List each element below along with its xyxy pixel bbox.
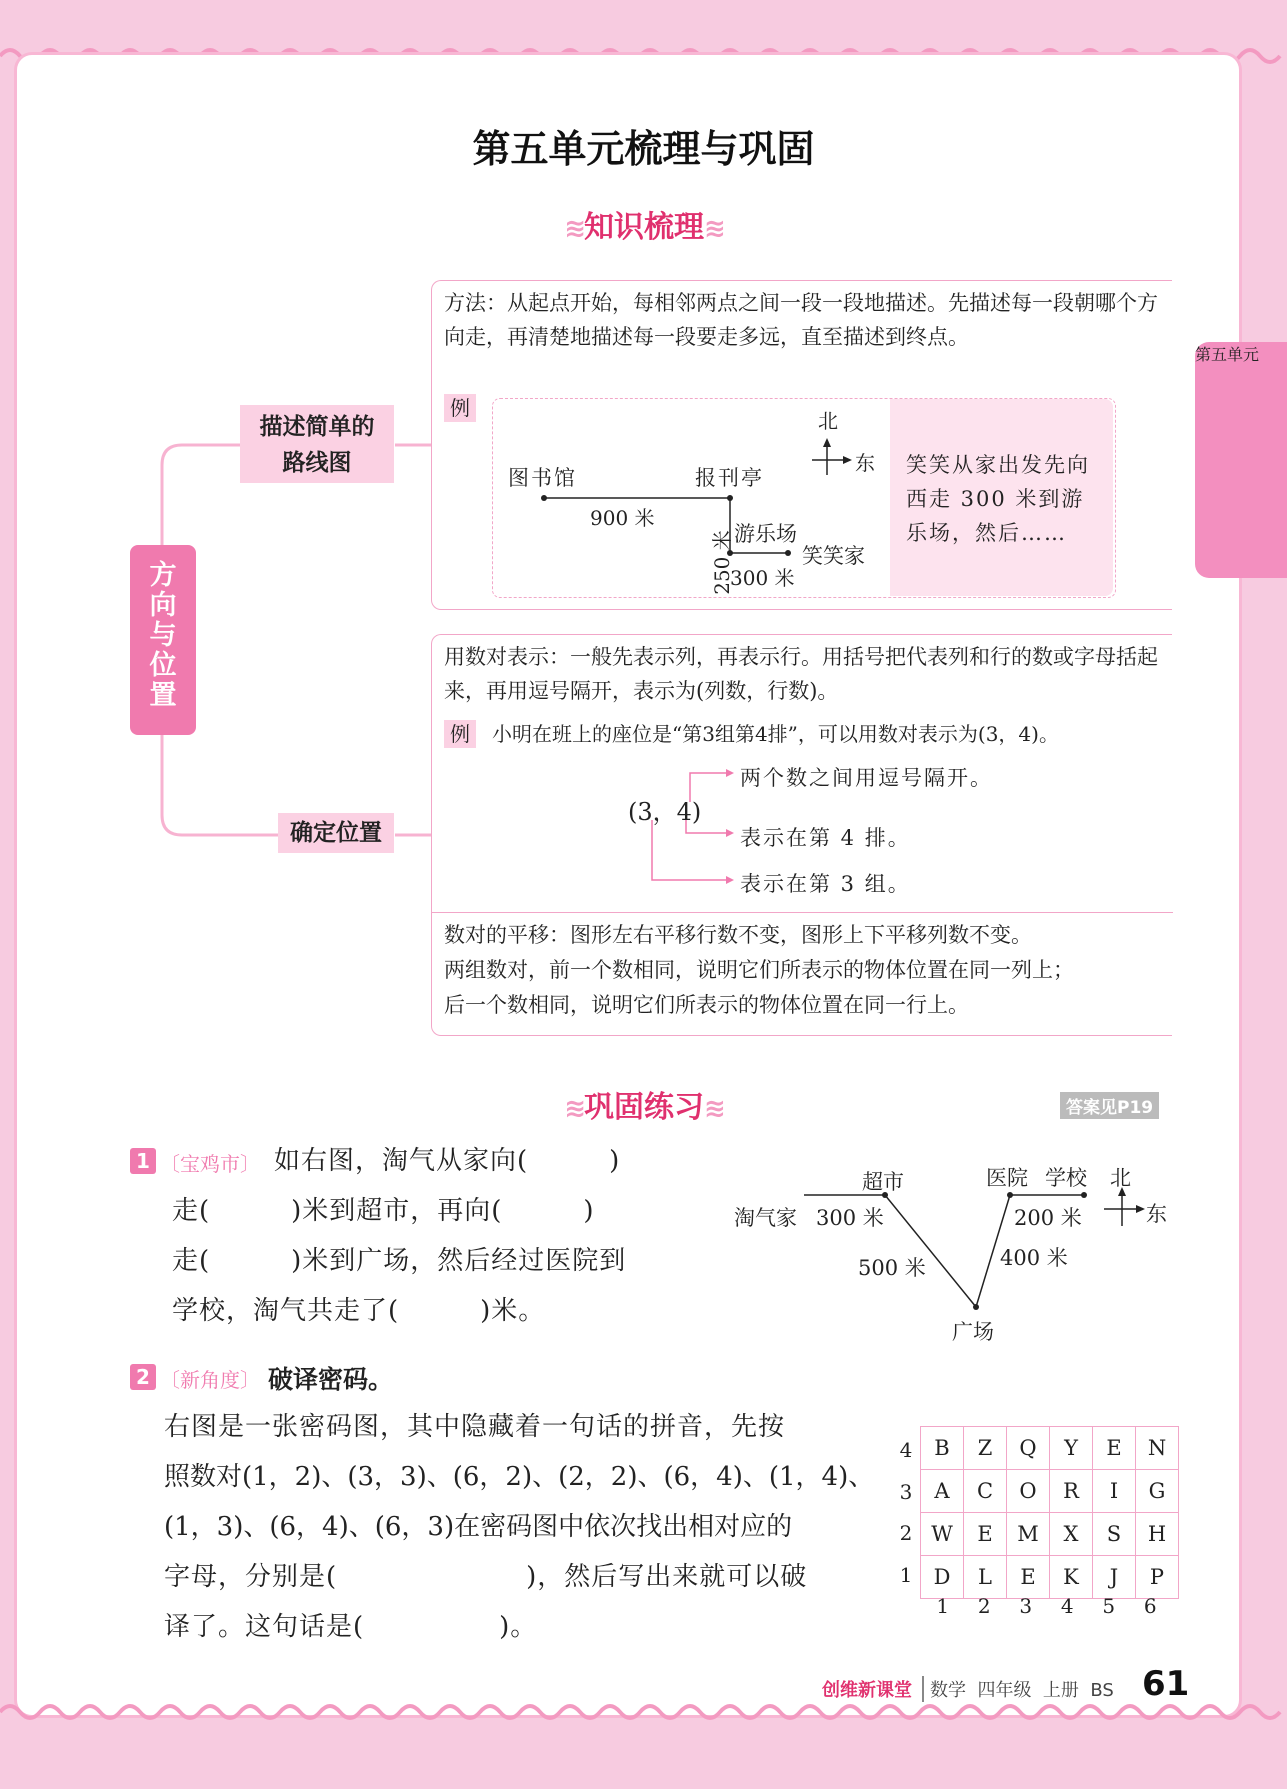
section-knowledge-header: ≋知识梳理≋	[564, 210, 724, 245]
route-park-label: 游乐场	[734, 522, 797, 546]
cipher-cell: M	[1007, 1513, 1050, 1556]
q2-tag: 〔新角度〕	[160, 1368, 260, 1392]
answer-reference: 答案见P19	[1060, 1092, 1159, 1119]
q1-map-d500: 500 米	[858, 1256, 926, 1280]
pair-rule-text: 用数对表示：一般先表示列，再表示行。用括号把代表列和行的数或字母括起来，再用逗号隔开，表示为(列数，行数)。	[444, 645, 1158, 703]
mindmap-node-route-label: 描述简单的路线图	[259, 414, 375, 476]
cipher-table	[920, 1426, 1179, 1599]
cipher-cell: D	[921, 1556, 964, 1599]
cipher-cell: B	[921, 1427, 964, 1470]
cipher-cell: S	[1093, 1513, 1136, 1556]
q1-map-east: 东	[1146, 1202, 1167, 1226]
cipher-cell: C	[964, 1470, 1007, 1513]
q1-map-home: 淘气家	[734, 1206, 797, 1230]
q1-line-1: 如右图，淘气从家向( )	[274, 1146, 621, 1176]
page-number: 61	[1142, 1664, 1190, 1704]
pair-note-comma: 两个数之间用逗号隔开。	[740, 766, 993, 790]
cipher-x-label: 6	[1143, 1594, 1157, 1618]
cipher-cell: K	[1050, 1556, 1093, 1599]
route-dist-300: 300 米	[730, 566, 795, 590]
q1-map-school: 学校	[1045, 1166, 1087, 1190]
section-practice-header: ≋巩固练习≋	[564, 1090, 724, 1125]
cipher-x-axis	[922, 1594, 1171, 1622]
bottom-wave-border	[0, 1700, 1287, 1724]
cipher-x-label: 2	[977, 1594, 991, 1618]
q1-map-market: 超市	[862, 1170, 904, 1194]
cipher-row	[921, 1427, 1179, 1470]
cipher-cell: X	[1050, 1513, 1093, 1556]
cipher-cell: Y	[1050, 1427, 1093, 1470]
q1-line-3: 走( )米到广场，然后经过医院到	[172, 1246, 627, 1276]
cipher-x-label: 3	[1019, 1594, 1033, 1618]
q2-line-3: (1，3)、(6，4)、(6，3)在密码图中依次找出相对应的	[164, 1512, 793, 1542]
q1-map-d200: 200 米	[1014, 1206, 1082, 1230]
footer-info: 数学 四年级 上册 BS	[922, 1676, 1114, 1702]
route-method-text: 方法：从起点开始，每相邻两点之间一段一段地描述。先描述每一段朝哪个方向走，再清楚地描述每一段要走多远，直至描述到终点。	[444, 291, 1158, 349]
mindmap-node-position: 确定位置	[278, 813, 394, 853]
cipher-cell: L	[964, 1556, 1007, 1599]
cipher-y-label: 4	[899, 1438, 913, 1462]
cipher-cell: I	[1093, 1470, 1136, 1513]
q1-number	[130, 1148, 156, 1174]
translate-line-2: 两组数对，前一个数相同，说明它们所表示的物体位置在同一列上；	[444, 958, 1074, 982]
translate-line-1: 数对的平移：图形左右平移行数不变，图形上下平移列数不变。	[444, 923, 1032, 947]
q1-number-badge: 1	[130, 1148, 156, 1174]
route-dist-250: 250 米	[709, 530, 734, 595]
pair-note-col: 表示在第 3 组。	[740, 872, 911, 896]
cipher-cell: G	[1136, 1470, 1179, 1513]
route-dist-900: 900 米	[590, 506, 655, 530]
mindmap-node-route	[240, 405, 394, 483]
cipher-cell: N	[1136, 1427, 1179, 1470]
pair-arrows	[640, 762, 740, 892]
cipher-x-label: 1	[936, 1594, 950, 1618]
section-practice-title: 巩固练习	[584, 1090, 704, 1125]
cipher-grid	[890, 1426, 1179, 1599]
cipher-y-label: 2	[899, 1521, 913, 1545]
cipher-y-label: 3	[899, 1479, 913, 1504]
q2-line-1: 右图是一张密码图，其中隐藏着一句话的拼音，先按	[164, 1412, 786, 1442]
cipher-cell: E	[1093, 1427, 1136, 1470]
cipher-cell: P	[1136, 1556, 1179, 1599]
q2-line-4: 字母，分别是( )，然后写出来就可以破	[164, 1562, 808, 1592]
q2-number	[130, 1364, 156, 1390]
cipher-cell: A	[921, 1470, 964, 1513]
pair-sample: (3，4)	[628, 798, 702, 826]
mindmap-root	[130, 545, 196, 735]
cipher-cell: H	[1136, 1513, 1179, 1556]
q1-map-north: 北	[1110, 1166, 1131, 1190]
q1-map-hospital: 医院	[986, 1166, 1028, 1190]
mindmap-root-label: 方向与位置	[149, 560, 177, 711]
q1-map-diagram	[730, 1160, 1170, 1340]
route-example-label: 例	[444, 394, 476, 422]
q2-title: 破译密码。	[268, 1365, 394, 1394]
q1-tag: 〔宝鸡市〕	[160, 1152, 260, 1176]
cipher-cell: E	[964, 1513, 1007, 1556]
cipher-x-label: 4	[1060, 1594, 1074, 1618]
q1-line-4: 学校，淘气共走了( )米。	[172, 1296, 546, 1326]
q2-line-5: 译了。这句话是( )。	[164, 1612, 538, 1642]
pair-example-label: 例	[444, 720, 476, 748]
q2-number-badge: 2	[130, 1364, 156, 1390]
route-library-label: 图书馆	[508, 466, 577, 490]
q1-map-d300: 300 米	[816, 1206, 884, 1230]
cipher-cell: R	[1050, 1470, 1093, 1513]
cipher-row	[921, 1513, 1179, 1556]
pair-note-row: 表示在第 4 排。	[740, 826, 911, 850]
cipher-y-axis	[894, 1430, 918, 1596]
cipher-cell: J	[1093, 1556, 1136, 1599]
q2-line-2: 照数对(1，2)、(3，3)、(6，2)、(2，2)、(6，4)、(1，4)、	[164, 1462, 875, 1492]
route-kiosk-label: 报刊亭	[695, 466, 764, 490]
footer-brand: 创维新课堂	[822, 1680, 912, 1701]
route-note: 笑笑从家出发先向西走 300 米到游乐场，然后……	[906, 453, 1090, 545]
cipher-cell: O	[1007, 1470, 1050, 1513]
route-east-label: 东	[855, 451, 875, 475]
page-title: 第五单元梳理与巩固	[472, 127, 815, 171]
route-north-label: 北	[818, 409, 838, 433]
panel-divider	[431, 912, 1173, 913]
q1-line-2: 走( )米到超市，再向( )	[172, 1196, 595, 1226]
cipher-row	[921, 1556, 1179, 1599]
cipher-cell: W	[921, 1513, 964, 1556]
cipher-row	[921, 1470, 1179, 1513]
translate-line-3: 后一个数相同，说明它们所表示的物体位置在同一行上。	[444, 993, 969, 1017]
q1-map-square: 广场	[952, 1320, 994, 1344]
route-home-label: 笑笑家	[802, 544, 865, 568]
cipher-cell: E	[1007, 1556, 1050, 1599]
cipher-cell: Z	[964, 1427, 1007, 1470]
unit-side-tab-label: 第五单元	[1195, 345, 1260, 364]
q1-map-d400: 400 米	[1000, 1246, 1068, 1270]
pair-example-text: 小明在班上的座位是“第3组第4排”，可以用数对表示为(3，4)。	[492, 722, 1059, 746]
section-knowledge-title: 知识梳理	[584, 210, 704, 245]
cipher-cell: Q	[1007, 1427, 1050, 1470]
cipher-y-label: 1	[899, 1562, 913, 1587]
cipher-x-label: 5	[1102, 1594, 1116, 1618]
